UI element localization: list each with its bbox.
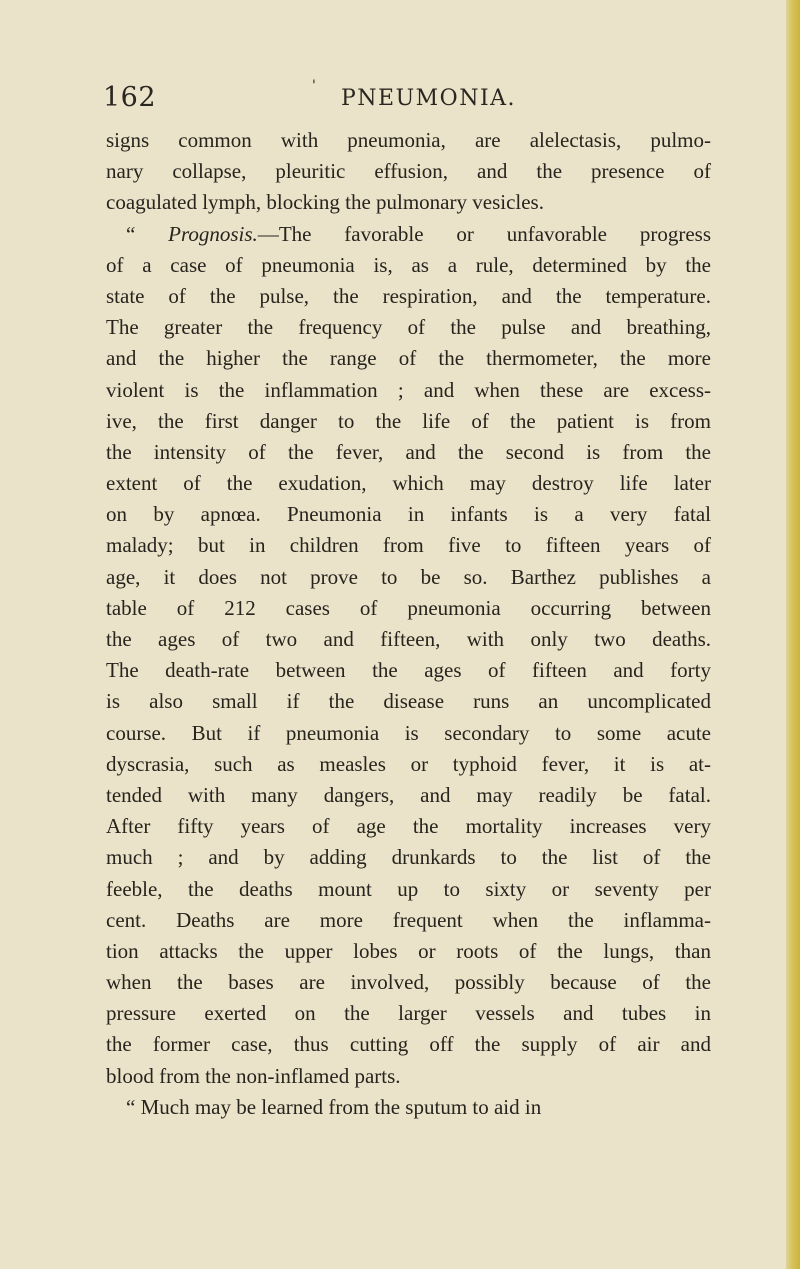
print-mark: ' — [312, 78, 316, 94]
text-line: when the bases are involved, possibly because of the — [106, 970, 711, 995]
quote-mark: “ — [126, 221, 169, 246]
text-line: the former case, thus cutting off the supply of air and — [106, 1032, 711, 1057]
text-line: and the higher the range of the thermometer, the more — [106, 346, 711, 371]
text-line: pressure exerted on the larger vessels and tubes in — [106, 1001, 711, 1026]
prognosis-heading: Prognosis. — [168, 221, 258, 246]
text-line: cent. Deaths are more frequent when the inflamma- — [106, 907, 711, 932]
text-line: blood from the non-inflamed parts. — [106, 1063, 401, 1088]
text-line: of a case of pneumonia is, as a rule, determined by the — [106, 252, 711, 277]
text-line: After fifty years of age the mortality increases very — [106, 814, 711, 839]
text-line: the intensity of the fever, and the second is from the — [106, 439, 711, 464]
text-line: tended with many dangers, and may readily be fatal. — [106, 782, 711, 807]
text-line: ive, the first danger to the life of the patient is from — [106, 408, 711, 433]
text-line: violent is the inflammation ; and when these are excess- — [106, 377, 711, 402]
text-line: table of 212 cases of pneumonia occurring between — [106, 595, 711, 620]
text-line-rest: —The favorable or unfavorable progress — [257, 221, 711, 246]
text-line: extent of the exudation, which may destroy life later — [106, 471, 711, 496]
text-line: state of the pulse, the respiration, and the temperature. — [106, 283, 711, 308]
text-line-prognosis — [106, 219, 711, 250]
text-line: dyscrasia, such as measles or typhoid fever, it is at- — [106, 751, 711, 776]
text-line: age, it does not prove to be so. Barthez publishes a — [106, 564, 711, 589]
page-header — [0, 78, 800, 118]
text-line: is also small if the disease runs an uncomplicated — [106, 689, 711, 714]
text-line: malady; but in children from five to fifteen years of — [106, 533, 711, 558]
body-text — [106, 125, 711, 1123]
text-line: course. But if pneumonia is secondary to some acute — [106, 720, 711, 745]
text-line: The death-rate between the ages of fifteen and forty — [106, 658, 711, 683]
text-line: nary collapse, pleuritic effusion, and the presence of — [106, 159, 711, 184]
page-number: 162 — [103, 82, 157, 113]
text-line: much ; and by adding drunkards to the list of the — [106, 845, 711, 870]
text-line: feeble, the deaths mount up to sixty or seventy per — [106, 876, 711, 901]
text-line: coagulated lymph, blocking the pulmonary vesicles. — [106, 190, 544, 215]
text-line: signs common with pneumonia, are alelectasis, pulmo- — [106, 128, 711, 152]
text-line: The greater the frequency of the pulse and breathing, — [106, 315, 711, 340]
page-edge-tint — [786, 0, 800, 1269]
text-line: the ages of two and fifteen, with only two deaths. — [106, 627, 711, 651]
text-line: on by apnœa. Pneumonia in infants is a very fatal — [106, 502, 711, 527]
running-title: PNEUMONIA. — [341, 86, 517, 111]
text-line: “ Much may be learned from the sputum to aid in — [126, 1094, 542, 1119]
text-line: tion attacks the upper lobes or roots of the lungs, than — [106, 938, 711, 963]
